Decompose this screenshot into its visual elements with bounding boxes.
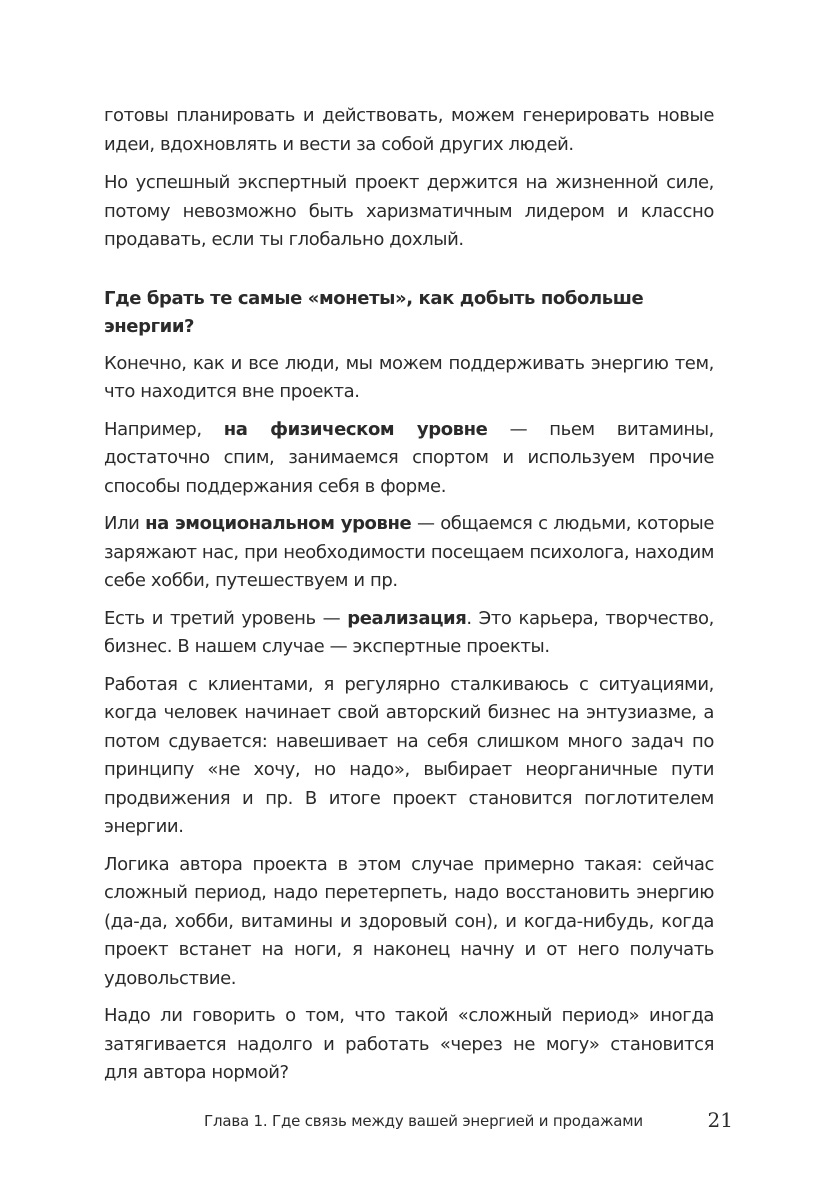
section-heading: Где брать те самые «монеты», как добыть побольше энергии? — [104, 287, 644, 337]
paragraph: Конечно, как и все люди, мы можем поддерживать энергию тем, что находится вне проекта. — [104, 352, 714, 402]
text-run: Есть и третий уровень — — [104, 607, 348, 629]
bold-term: на физическом уровне — [223, 418, 488, 440]
page-body — [104, 102, 714, 1097]
paragraph: Надо ли говорить о том, что такой «сложный период» иногда затягивается надолго и работать «через не могу» становится для автора нормой? — [104, 1005, 714, 1083]
text-run: Или — [104, 513, 146, 534]
paragraph-physical-level — [104, 416, 714, 502]
paragraph: Но успешный экспертный проект держится на жизненной силе, потому невозможно быть харизматичным лидером и классно продавать, если ты глобально дохлый. — [104, 172, 714, 250]
paragraph-continuation: готовы планировать и действовать, можем генерировать новые идеи, вдохновлять и вести за собой других людей. — [104, 105, 714, 155]
running-head: Глава 1. Где связь между вашей энергией и продажами — [204, 1112, 643, 1130]
paragraph: Логика автора проекта в этом случае примерно такая: сейчас сложный период, надо перетерпеть, надо восстановить энергию (да-да, хобби, витамины и здоровый сон), и когда-нибудь, когда проект встанет на ноги, я наконец начну и от него получать удовольствие. — [104, 853, 714, 989]
page-footer — [0, 1110, 817, 1134]
text-run: . Это карьера, творчество, бизнес. В нашем случае — экспертные проекты. — [104, 607, 714, 657]
text-run: — пьем витамины, достаточно спим, занимаемся спортом и используем прочие способы поддержания себя в форме. — [104, 418, 714, 497]
bold-term: на эмоциональном уровне — [145, 513, 412, 534]
text-run: Например, — [104, 418, 224, 440]
paragraph-realization-level — [104, 605, 714, 662]
paragraph-emotional-level — [104, 510, 714, 596]
bold-term: реализация — [347, 607, 467, 629]
paragraph: Работая с клиентами, я регулярно сталкиваюсь с ситуациями, когда человек начинает свой авторский бизнес на энтузиазме, а потом сдувается: навешивает на себя слишком много задач по принципу «не хочу, но надо», выбирает неорганичные пути продвижения и пр. В итоге проект становится поглотителем энергии. — [104, 673, 714, 837]
text-run: — общаемся с людьми, которые заряжают нас, при необходимости посещаем психолога, находим себе хобби, путешествуем и пр. — [104, 513, 715, 591]
page-number: 21 — [707, 1108, 733, 1132]
